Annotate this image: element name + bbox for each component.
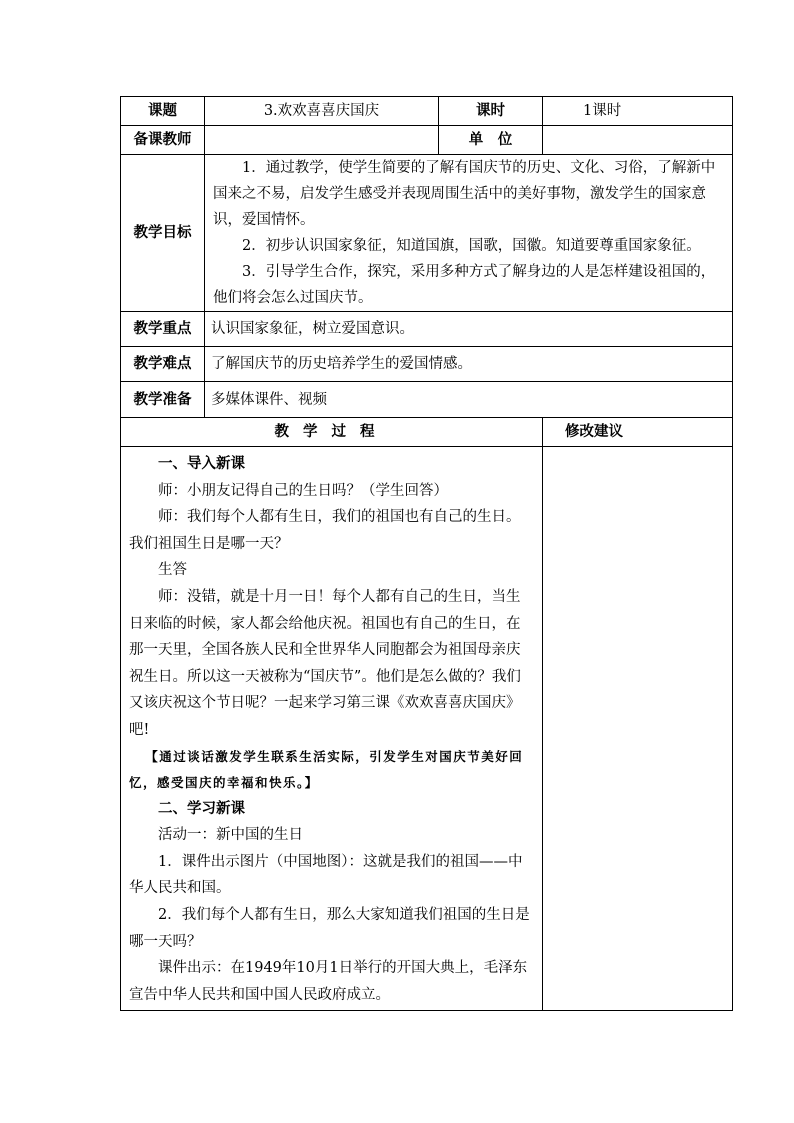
design-note: 【通过谈话激发学生联系生活实际，引发学生对国庆节美好回忆，感受国庆的幸福和快乐。】 (129, 748, 524, 790)
process-line: 生答 (158, 562, 187, 579)
process-line: 师：我们每个人都有生日，我们的祖国也有自己的生日。我们祖国生日是哪一天？ (129, 509, 521, 552)
key-points-value: 认识国家象征，树立爱国意识。 (205, 312, 733, 347)
teacher-label: 备课教师 (121, 126, 205, 155)
process-line: 2．我们每个人都有生日，那么大家知道我们祖国的生日是哪一天吗？ (129, 906, 530, 950)
suggestions-header: 修改建议 (543, 418, 733, 447)
hours-label: 课时 (439, 97, 543, 126)
process-line: 1．课件出示图片（中国地图）：这就是我们的祖国——中华人民共和国。 (129, 853, 523, 897)
topic-value: 3.欢欢喜喜庆国庆 (205, 97, 439, 126)
objective-item: 2．初步认识国家象征，知道国旗，国歌，国徽。知道要尊重国家象征。 (242, 238, 701, 254)
topic-label: 课题 (121, 97, 205, 126)
process-line: 活动一：新中国的生日 (158, 827, 303, 844)
objectives-content (205, 155, 733, 312)
difficulties-value: 了解国庆节的历史培养学生的爱国情感。 (205, 347, 733, 382)
suggestions-content (543, 447, 733, 1011)
unit-label: 单 位 (439, 126, 543, 155)
preparation-label: 教学准备 (121, 382, 205, 418)
process-line: 课件出示：在1949年10月1日举行的开国大典上，毛泽东宣告中华人民共和国中国人民政府成立。 (129, 960, 528, 1003)
process-content (121, 447, 543, 1011)
teacher-value (205, 126, 439, 155)
lesson-plan-table (120, 96, 733, 1011)
hours-value: 1课时 (543, 97, 733, 126)
section-heading: 一、导入新课 (158, 456, 245, 472)
objectives-label: 教学目标 (121, 155, 205, 312)
difficulties-label: 教学难点 (121, 347, 205, 382)
preparation-value: 多媒体课件、视频 (205, 382, 733, 418)
section-heading: 二、学习新课 (158, 800, 245, 817)
lesson-plan (120, 96, 732, 1011)
process-line: 师：没错，就是十月一日！每个人都有自己的生日，当生日来临的时候，家人都会给他庆祝。祖国也有自己的生日，在那一天里，全国各族人民和全世界华人同胞都会为祖国母亲庆祝生日。所以这一天被称为“国庆节”。他们是怎么做的？我们又该庆祝这个节日呢？一起来学习第三课《欢欢喜喜庆国庆》吧! (129, 588, 521, 738)
process-header: 教学过程 (121, 418, 543, 447)
process-line: 师：小朋友记得自己的生日吗？（学生回答） (158, 482, 448, 499)
objective-item: 3．引导学生合作，探究，采用多种方式了解身边的人是怎样建设祖国的，他们将会怎么过国庆节。 (213, 264, 716, 306)
unit-value (543, 126, 733, 155)
key-points-label: 教学重点 (121, 312, 205, 347)
objective-item: 1．通过教学，使学生简要的了解有国庆节的历史、文化、习俗，了解新中国来之不易，启发学生感受并表现周围生活中的美好事物，激发学生的国家意识，爱国情怀。 (213, 160, 716, 228)
